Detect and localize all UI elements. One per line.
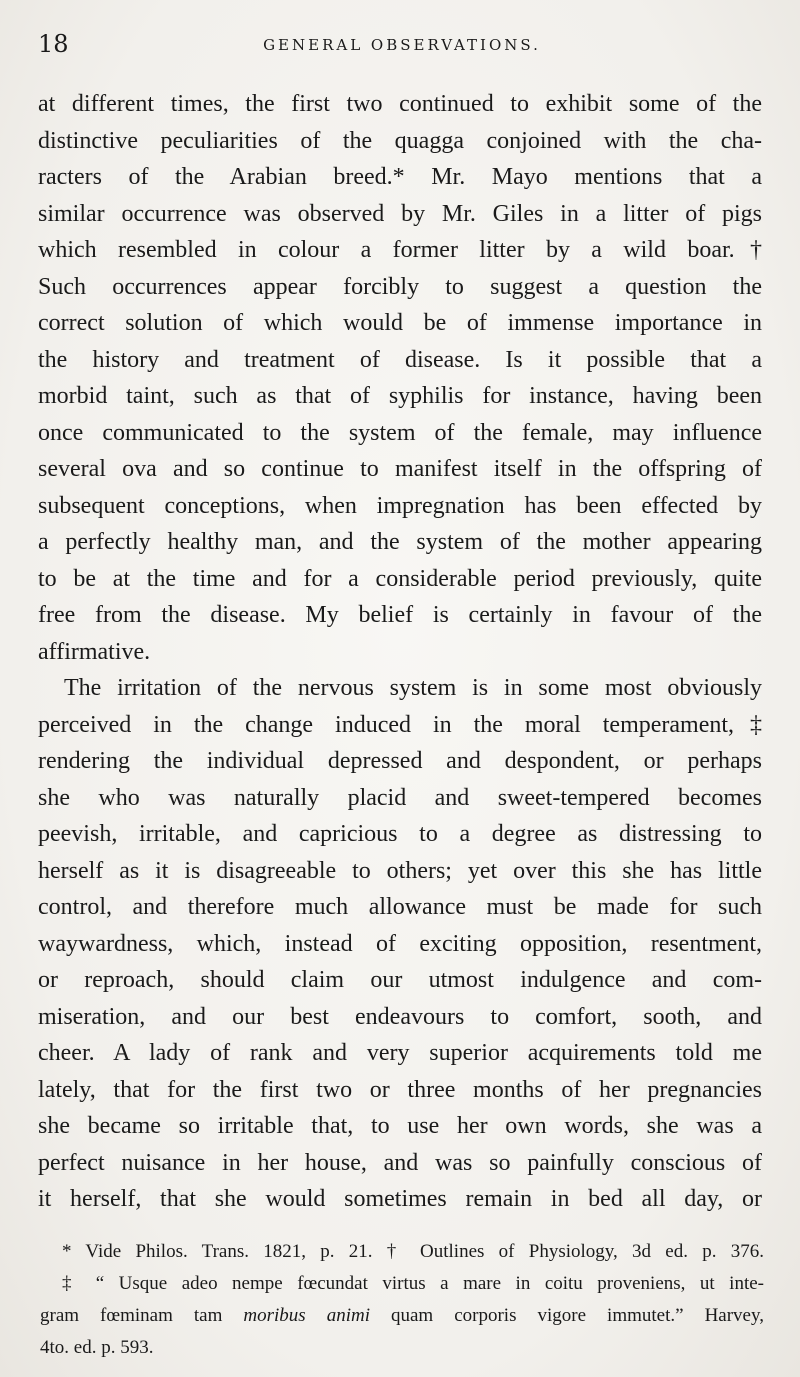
body-line: miseration, and our best endeavours to comfort, sooth, and [38,1003,762,1030]
running-head [38,30,766,70]
page-number: 18 [38,30,69,58]
body-line: waywardness, which, instead of exciting opposition, resentment, [38,930,762,957]
body-line: a perfectly healthy man, and the system of the mother appearing [38,529,762,555]
body-line: the history and treatment of disease. Is it possible that a [38,346,762,373]
footnote-line: 4to. ed. p. 593. [40,1337,154,1358]
body-line: similar occurrence was observed by Mr. Giles in a litter of pigs [38,200,762,227]
body-line: affirmative. [38,638,151,665]
footnote-text: quam corporis vigore immutet.” Harvey, [369,1305,764,1326]
body-line: rendering the individual depressed and despondent, or perhaps [38,748,762,774]
body-line: or reproach, should claim our utmost indulgence and com- [38,967,762,993]
body-line: perceived in the change induced in the moral temperament,‡ [38,711,762,738]
footnotes [40,1236,764,1364]
body-line: Such occurrences appear forcibly to suggest a question the [38,273,762,300]
body-line: to be at the time and for a considerable period previously, quite [38,565,762,592]
body-line: morbid taint, such as that of syphilis for instance, having been [38,383,762,409]
footnote-italic-text: moribus animi [243,1305,370,1326]
body-line: correct solution of which would be of immense importance in [38,310,762,336]
body-line: peevish, irritable, and capricious to a degree as distressing to [38,821,762,847]
footnote-line: ‡ “ Usque adeo nempe fœcundat virtus a mare in coitu proveniens, ut inte- [62,1273,764,1294]
body-line: she became so irritable that, to use her own words, she was a [38,1113,762,1139]
footnote-text: gram fœminam tam [40,1305,244,1326]
body-line: perfect nuisance in her house, and was so painfully conscious of [38,1149,762,1176]
body-line: racters of the Arabian breed.* Mr. Mayo mentions that a [38,164,762,190]
body-line: at different times, the first two continued to exhibit some of the [38,91,762,117]
body-line: free from the disease. My belief is certainly in favour of the [38,602,762,628]
body-line: it herself, that she would sometimes remain in bed all day, or [38,1186,762,1212]
body-text [38,86,762,1218]
body-line: several ova and so continue to manifest itself in the offspring of [38,456,762,482]
body-line: once communicated to the system of the female, may influence [38,419,762,446]
body-line: cheer. A lady of rank and very superior acquirements told me [38,1040,762,1066]
running-head-title: GENERAL OBSERVATIONS. [263,36,541,54]
body-line: control, and therefore much allowance must be made for such [38,894,762,920]
footnote-line: * Vide Philos. Trans. 1821, p. 21. † Outlines of Physiology, 3d ed. p. 376. [62,1241,764,1262]
body-line: subsequent conceptions, when impregnation has been effected by [38,492,762,519]
body-line: which resembled in colour a former litter by a wild boar.† [38,237,762,263]
body-line: herself as it is disagreeable to others; yet over this she has little [38,857,762,884]
paragraph-start-line: The irritation of the nervous system is in some most obviously [64,675,762,701]
footnote-line [40,1300,764,1332]
body-line: lately, that for the first two or three months of her pregnancies [38,1076,762,1103]
body-line: distinctive peculiarities of the quagga conjoined with the cha- [38,127,762,154]
body-line: she who was naturally placid and sweet-tempered becomes [38,784,762,811]
